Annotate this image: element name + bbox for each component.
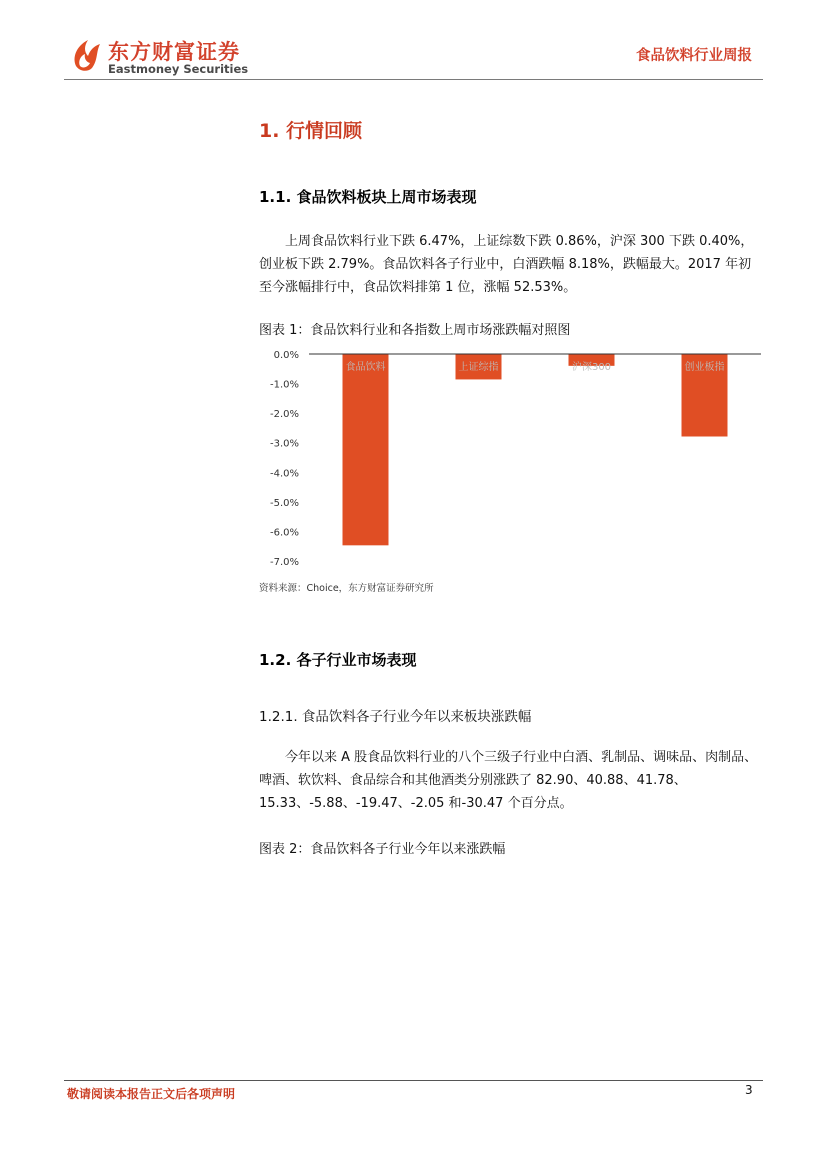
logo-name-en: Eastmoney Securities [108,62,249,76]
sub-subsection-heading: 1.2.1. 食品饮料各子行业今年以来板块涨跌幅 [259,709,532,725]
x-category-label: 沪深300 [571,362,612,373]
x-category-label: 创业板指 [684,362,725,373]
subsection-heading: 1.1. 食品饮料板块上周市场表现 [259,188,477,206]
bar-1 [343,354,389,545]
figure-caption: 图表 2：食品饮料各子行业今年以来涨跌幅 [259,842,506,857]
footer-disclaimer: 敬请阅读本报告正文后各项声明 [67,1087,236,1101]
page-number: 3 [745,1083,753,1097]
body-paragraph [259,746,764,815]
y-tick-label: -6.0% [269,527,299,539]
body-paragraph [259,230,764,299]
paragraph-text: 上周食品饮料行业下跌 6.47%，上证综数下跌 0.86%，沪深 300 下跌 0.40%，创业板下跌 2.79%。食品饮料各子行业中，白酒跌幅 8.18%，跌幅最大。2017 年初至今涨幅排行中，食品饮料排第 1 位，涨幅 52.53%。 [259,234,754,295]
bar-chart [259,344,769,570]
figure-source: 资料来源：Choice，东方财富证券研究所 [259,583,434,594]
y-tick-label: -3.0% [269,438,299,450]
footer-divider [64,1080,763,1081]
figure-caption: 图表 1：食品饮料行业和各指数上周市场涨跌幅对照图 [259,323,571,338]
y-tick-label: -7.0% [269,557,299,568]
y-tick-label: 0.0% [273,350,299,361]
x-category-label: 上证综指 [458,362,499,373]
header-divider [64,79,763,80]
y-tick-label: -5.0% [269,497,299,509]
logo-name-cn: 东方财富证券 [108,40,240,64]
paragraph-text: 今年以来 A 股食品饮料行业的八个三级子行业中白酒、乳制品、调味品、肉制品、啤酒、软饮料、食品综合和其他酒类分别涨跌了 82.90、40.88、41.78、15.33、-5.88、-19.47、-2.05 和-30.47 个百分点。 [259,750,758,811]
y-tick-label: -1.0% [269,379,299,391]
section-heading: 1. 行情回顾 [259,120,363,142]
y-tick-label: -4.0% [269,468,299,480]
x-category-label: 食品饮料 [345,362,386,373]
y-tick-label: -2.0% [269,409,299,421]
report-series-title: 食品饮料行业周报 [636,48,752,64]
logo-icon [70,36,104,74]
subsection-heading: 1.2. 各子行业市场表现 [259,651,417,669]
